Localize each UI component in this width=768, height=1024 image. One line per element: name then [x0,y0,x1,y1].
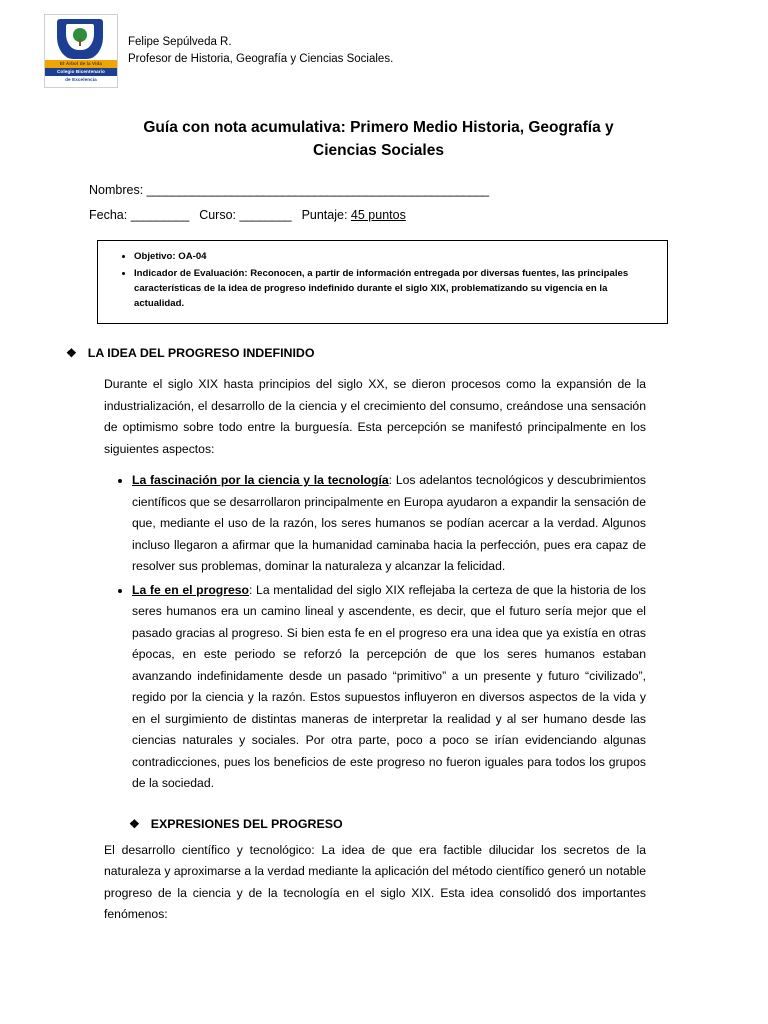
objective-item-0: • Objetivo: OA-04 [134,249,657,264]
bullet-1-text: : La mentalidad del siglo XIX reflejaba la certeza de que la historia de los seres humanos era un camino lineal y ascendente, es decir, que el futuro sería mejor que el pasado gracias al progreso. Si bien esta fe en el progreso era una idea que ya existía en otras épocas, en este periodo se reforzó la percepción de que los seres humanos estaban avanzando indefinidamente desde un pasado “primitivo” a un presente y futuro “civilizado”, regido por la ciencia y la razón. Estos supuestos influyeron en diversos aspectos de la vida y en el surgimiento de distintas maneras de interpretar la realidad y al ser humano desde las ciencias naturales y sociales. Por otra parte, poco a poco se irían evidenciando algunas contradicciones, pues los beneficios de este progreso no fueron iguales para todos los grupos de la sociedad. [132,582,647,790]
bullet-0-lead: La fascinación por la ciencia y la tecnología [132,473,389,487]
names-input-blank[interactable]: _____________________________________________________ [146,183,489,197]
teacher-name: Felipe Sepúlveda R. [128,36,232,48]
section-heading-label: LA IDEA DEL PROGRESO INDEFINIDO [87,346,315,360]
logo-text-line3: de Excelencia [65,76,97,82]
header-teacher-info [128,14,393,68]
section-0-intro: Durante el siglo XIX hasta principios del siglo XX, se dieron procesos como la expansión de la industrialización, el desarrollo de la ciencia y el crecimiento del consumo, creándose una sensación de optimismo sobre todo entre la burguesía. Esta percepción se manifestó principalmente en los siguientes aspectos: [104,377,646,456]
objective-box [97,240,668,324]
score-label: Puntaje: [301,208,348,222]
course-label: Curso: [199,208,237,222]
objective-list [108,249,657,311]
shield-icon [57,19,103,59]
logo-text-line1: El Árbol de la Vida [59,60,103,66]
date-course-score-row [89,203,708,228]
list-item [132,580,646,795]
names-field-row [89,178,708,203]
shield-inner [66,24,94,50]
section-heading-progreso-indefinido [66,346,708,360]
names-label: Nombres: [89,183,144,197]
diamond-bullet-icon: ❖ [66,346,77,360]
teacher-role: Profesor de Historia, Geografía y Ciencias Sociales. [128,53,394,65]
score-value: 45 puntos [350,208,406,222]
tree-trunk [79,39,81,46]
objective-item-1: • Indicador de Evaluación: Reconocen, a partir de información entregada por diversas fuentes, las principales características de la idea de progreso indefinido durante el siglo XIX, problematizando su vigencia en la actualidad. [134,266,657,311]
section-heading-expresiones-progreso [129,817,708,831]
page-title-line1: Guía con nota acumulativa: Primero Medio Historia, Geografía y [143,119,614,136]
bullet-1-lead: La fe en el progreso [132,582,249,597]
school-logo [44,14,118,88]
course-input-blank[interactable]: ________ [239,208,292,222]
diamond-bullet-icon: ❖ [129,816,140,831]
logo-text-line2: Colegio Bicentenario [57,68,105,74]
bullet-0-text: : Los adelantos tecnológicos y descubrimientos científicos que se desarrollaron principalmente en Europa ayudaron a expandir la sensación de que, mediante el uso de la razón, los seres humanos se podían acercar a la verdad. Algunos incluso llegaron a afirmar que la humanidad caminaba hacia la perfección, pues era capaz de resolver sus problemas, dominar la naturaleza y alcanzar la felicidad. [132,473,646,573]
student-fields [89,178,708,228]
document-header [44,14,708,88]
date-input-blank[interactable]: _________ [130,208,189,222]
section-1-intro: El desarrollo científico y tecnológico: La idea de que era factible dilucidar los secretos de la naturaleza y aproximarse a la verdad mediante la aplicación del método científico generó un notable progreso de la ciencia y de la tecnología en el siglo XIX. Esta idea consolidó dos importantes fenómenos: [104,842,646,921]
section-heading-label: EXPRESIONES DEL PROGRESO [150,816,343,831]
section-0-bullets [104,470,646,795]
page-title-line2: Ciencias Sociales [313,142,444,159]
list-item [132,470,646,578]
date-label: Fecha: [89,208,128,222]
page-title [89,116,668,162]
